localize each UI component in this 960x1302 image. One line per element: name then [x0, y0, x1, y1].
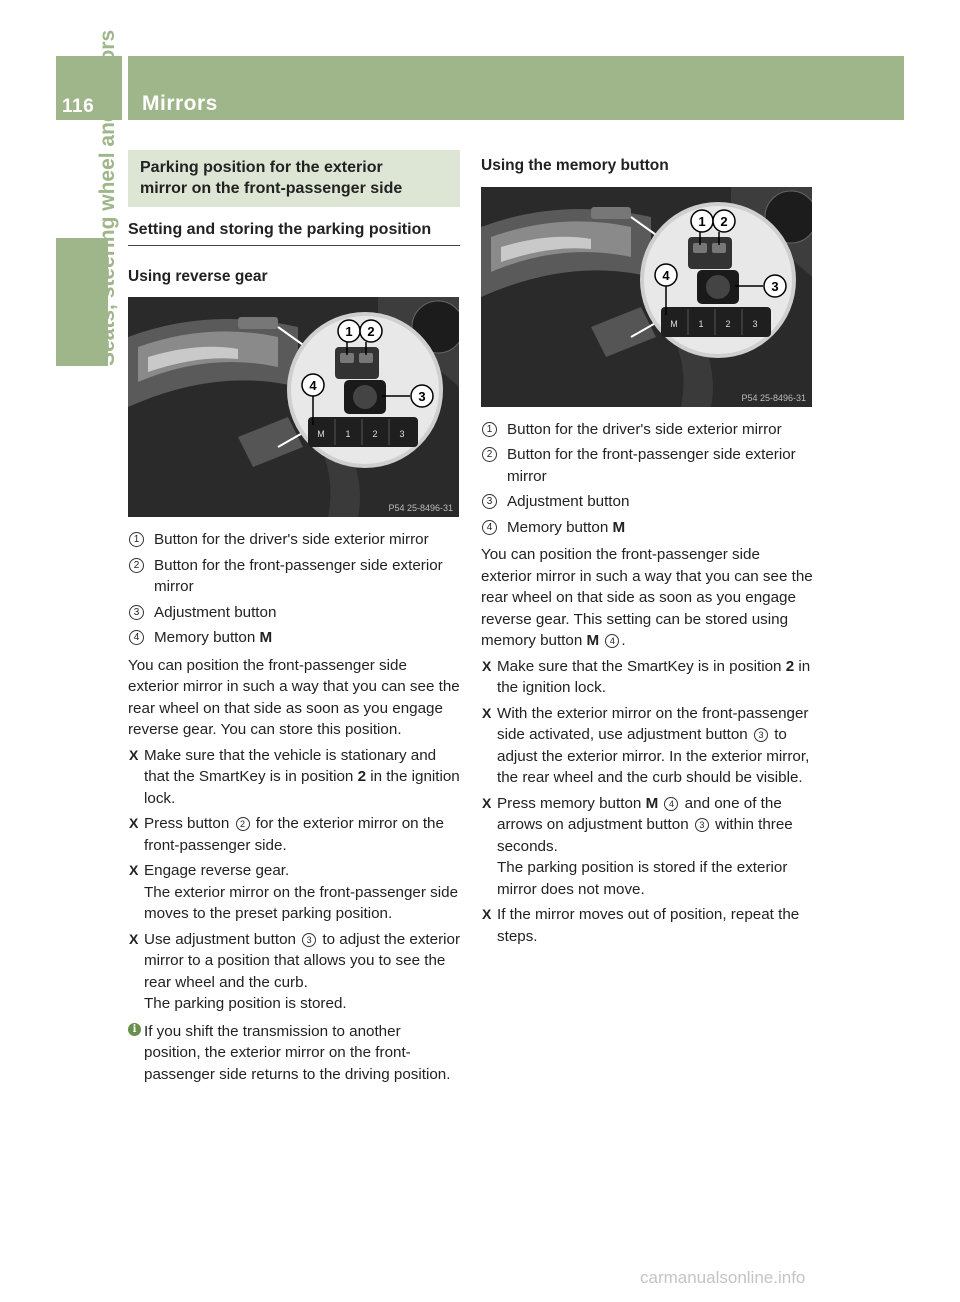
memory-key-m: M	[317, 429, 325, 439]
legend-item: 4 Memory button M	[481, 517, 813, 539]
subheading: Setting and storing the parking position	[128, 219, 460, 246]
callout-4: 4	[309, 378, 317, 393]
left-column	[128, 150, 460, 1085]
instruction-step: X Press button 2 for the exterior mirror on the front-passenger side.	[129, 815, 444, 854]
legend-item: 2 Button for the front-passenger side exterior mirror	[481, 444, 813, 487]
shaded-heading-line1: Parking position for the exterior	[140, 159, 383, 176]
intro-paragraph: You can position the front-passenger side exterior mirror in such a way that you can see the rear wheel on that side as soon as you engage reverse gear. This setting can be stored using memory button M 4 .	[481, 546, 813, 649]
door-panel-figure	[128, 297, 459, 517]
legend-item: 1 Button for the driver's side exterior mirror	[128, 529, 460, 551]
intro-paragraph: You can position the front-passenger side exterior mirror in such a way that you can see the rear wheel on that side as soon as you engage reverse gear. You can store this position.	[128, 656, 460, 738]
callout-2: 2	[720, 213, 728, 229]
memory-key-m: M	[670, 318, 678, 329]
callout-4: 4	[662, 267, 670, 283]
shaded-heading-line2: mirror on the front-passenger side	[140, 180, 403, 197]
info-icon: i	[128, 1023, 141, 1036]
section-title: Mirrors	[142, 92, 218, 115]
memory-key-2: 2	[725, 318, 731, 329]
instruction-step: X Make sure that the SmartKey is in position 2 in the ignition lock.	[482, 657, 811, 696]
door-panel-illustration	[128, 297, 459, 517]
instruction-step: X If the mirror moves out of position, repeat the steps.	[482, 906, 800, 945]
header-title-bar	[128, 56, 904, 120]
memory-key-1: 1	[698, 318, 704, 329]
figure-code: P54 25-8496-31	[388, 503, 453, 513]
right-column	[481, 150, 813, 947]
footer-watermark: carmanualsonline.info	[640, 1268, 806, 1287]
legend-item: 4 Memory button M	[128, 627, 460, 649]
memory-key-2: 2	[372, 429, 378, 439]
callout-3: 3	[418, 389, 426, 404]
callout-3: 3	[771, 278, 779, 294]
instruction-step: X Use adjustment button 3 to adjust the exterior mirror to a position that allows you to see the rear wheel and the curb. The parking position is stored.	[129, 930, 461, 1012]
info-note: i If you shift the transmission to another position, the exterior mirror on the front-passenger side returns to the driving position.	[128, 1021, 460, 1086]
page-number: 116	[62, 96, 95, 117]
door-panel-illustration-memory	[481, 187, 812, 407]
legend-item: 2 Button for the front-passenger side exterior mirror	[128, 555, 460, 598]
shaded-heading	[128, 150, 460, 207]
callout-1: 1	[345, 324, 353, 339]
subsubheading: Using reverse gear	[128, 267, 268, 285]
door-panel-figure-memory	[481, 187, 812, 407]
instruction-step: X With the exterior mirror on the front-passenger side activated, use adjustment button 3 to adjust the exterior mirror. In the exterior mirror, the rear wheel and the curb should be visible.	[482, 704, 810, 786]
legend-item: 1 Button for the driver's side exterior mirror	[481, 419, 813, 441]
figure-code: P54 25-8496-31	[741, 392, 806, 403]
callout-2: 2	[367, 324, 375, 339]
memory-key-3: 3	[752, 318, 758, 329]
legend-item: 3 Adjustment button	[128, 602, 460, 624]
chapter-title: Seats, steering wheel and mirrors	[96, 29, 119, 366]
memory-key-1: 1	[345, 429, 351, 439]
instruction-step: X Press memory button M 4 and one of the arrows on adjustment button 3 within three seconds. The parking position is stored if the exterior mirror does not move.	[482, 794, 793, 898]
memory-heading: Using the memory button	[481, 157, 669, 174]
instruction-step: X Engage reverse gear. The exterior mirror on the front-passenger side moves to the preset parking position.	[129, 862, 459, 922]
instruction-step: X Make sure that the vehicle is stationary and that the SmartKey is in position 2 in the ignition lock.	[129, 746, 460, 807]
legend-item: 3 Adjustment button	[481, 491, 813, 513]
callout-1: 1	[698, 213, 706, 229]
memory-key-3: 3	[399, 429, 405, 439]
